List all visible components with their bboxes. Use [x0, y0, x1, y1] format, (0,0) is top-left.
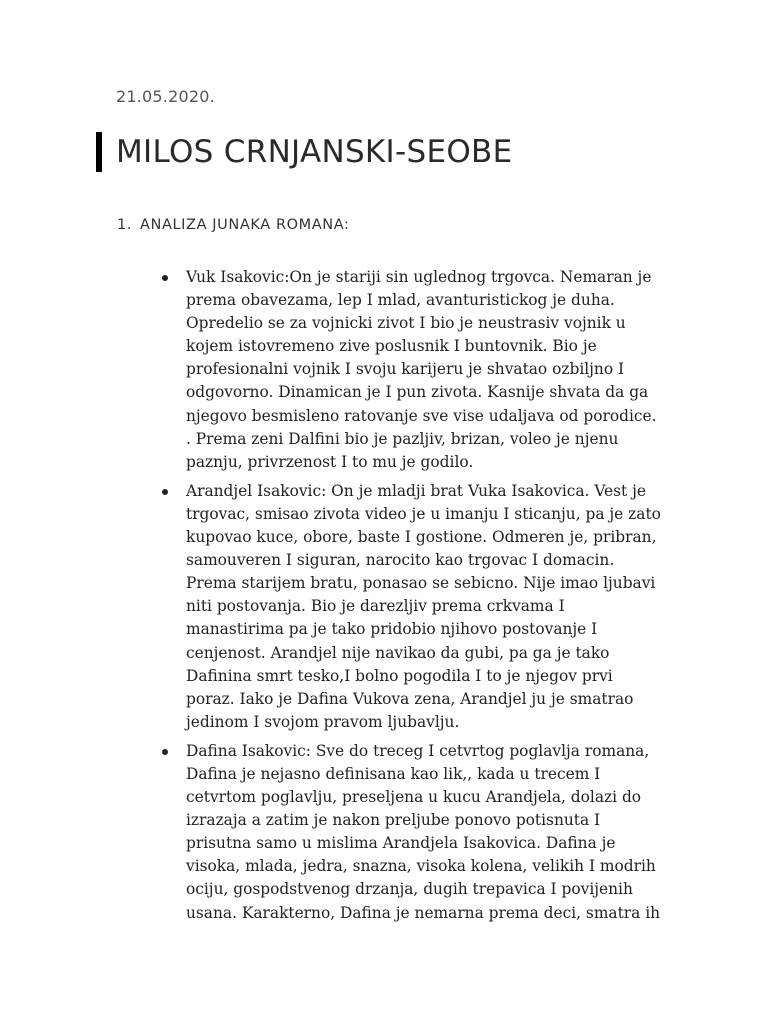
list-item-line: Opredelio se za vojnicki zivot I bio je neustrasiv vojnik u [186, 314, 626, 333]
list-item [186, 740, 676, 925]
section-number: 1. [117, 217, 133, 233]
list-item-line: prisutna samo u mislima Arandjela Isakovica. Dafina je [186, 834, 616, 853]
list-item-line: ociju, gospodstvenog drzanja, dugih trepavica I povijenih [186, 880, 633, 899]
list-item-line: poraz. Iako je Dafina Vukova zena, Arandjel ju je smatrao [186, 689, 634, 708]
list-item-line: samouveren I siguran, narocito kao trgovac I domacin. [186, 551, 615, 570]
list-item [186, 266, 676, 474]
list-item-line: Arandjel Isakovic: On je mladji brat Vuka Isakovica. Vest je [186, 481, 646, 500]
section-heading-text: ANALIZA JUNAKA ROMANA: [140, 217, 350, 233]
list-item [186, 480, 676, 734]
list-item-line: Prema starijem bratu, ponasao se sebicno. Nije imao ljubavi [186, 574, 656, 593]
bullet-icon [162, 489, 168, 495]
list-item-line: visoka, mlada, jedra, snazna, visoka kolena, velikih I modrih [186, 857, 656, 876]
list-item-line: njegovo besmisleno ratovanje sve vise udaljava od porodice. [186, 406, 657, 425]
list-item-line: usana. Karakterno, Dafina je nemarna prema deci, smatra ih [186, 903, 661, 922]
list-item-line: Vuk Isakovic:On je stariji sin uglednog trgovca. Nemaran je [186, 268, 652, 286]
list-item-line: cenjenost. Arandjel nije navikao da gubi, pa ga je tako [186, 643, 610, 662]
list-item-line: kupovao kuce, obore, baste I gostione. Odmeren je, pribran, [186, 528, 657, 547]
list-item-line: paznju, privrzenost I to mu je godilo. [186, 452, 474, 471]
bullet-icon [162, 749, 168, 755]
title-accent-bar [96, 132, 102, 172]
list-item-line: prema obavezama, lep I mlad, avanturistickog je duha. [186, 291, 615, 310]
list-item-line: izrazaja a zatim je nakon preljube ponovo potisnuta I [186, 811, 601, 830]
document-title: MILOS CRNJANSKI-SEOBE [116, 134, 513, 170]
list-item-line: niti postovanja. Bio je darezljiv prema crkvama I [186, 597, 565, 616]
list-item-line: manastirima pa je tako pridobio njihovo postovanje I [186, 620, 598, 639]
list-item-line: kojem istovremeno zive poslusnik I buntovnik. Bio je [186, 337, 597, 356]
document-date: 21.05.2020. [116, 87, 215, 106]
list-item-line: Dafina je nejasno definisana kao lik,, kada u trecem I [186, 764, 601, 783]
list-item-line: Dafina Isakovic: Sve do treceg I cetvrtog poglavlja romana, [186, 741, 650, 760]
section-heading [117, 214, 349, 236]
list-item-line: jedinom I svojom pravom ljubavlju. [186, 712, 460, 731]
list-item-line: cetvrtom poglavlju, preseljena u kucu Arandjela, dolazi do [186, 788, 642, 807]
list-item-line: Dafinina smrt tesko,I bolno pogodila I to je njegov prvi [186, 666, 613, 685]
bullet-icon [162, 275, 168, 281]
character-list [186, 266, 676, 931]
list-item-line: odgovorno. Dinamican je I pun zivota. Kasnije shvata da ga [186, 383, 649, 402]
list-item-line: . Prema zeni Dalfini bio je pazljiv, brizan, voleo je njenu [186, 429, 619, 448]
list-item-line: profesionalni vojnik I svoju karijeru je shvatao ozbiljno I [186, 360, 625, 379]
list-item-line: trgovac, smisao zivota video je u imanju I sticanju, pa je zato [186, 504, 661, 523]
